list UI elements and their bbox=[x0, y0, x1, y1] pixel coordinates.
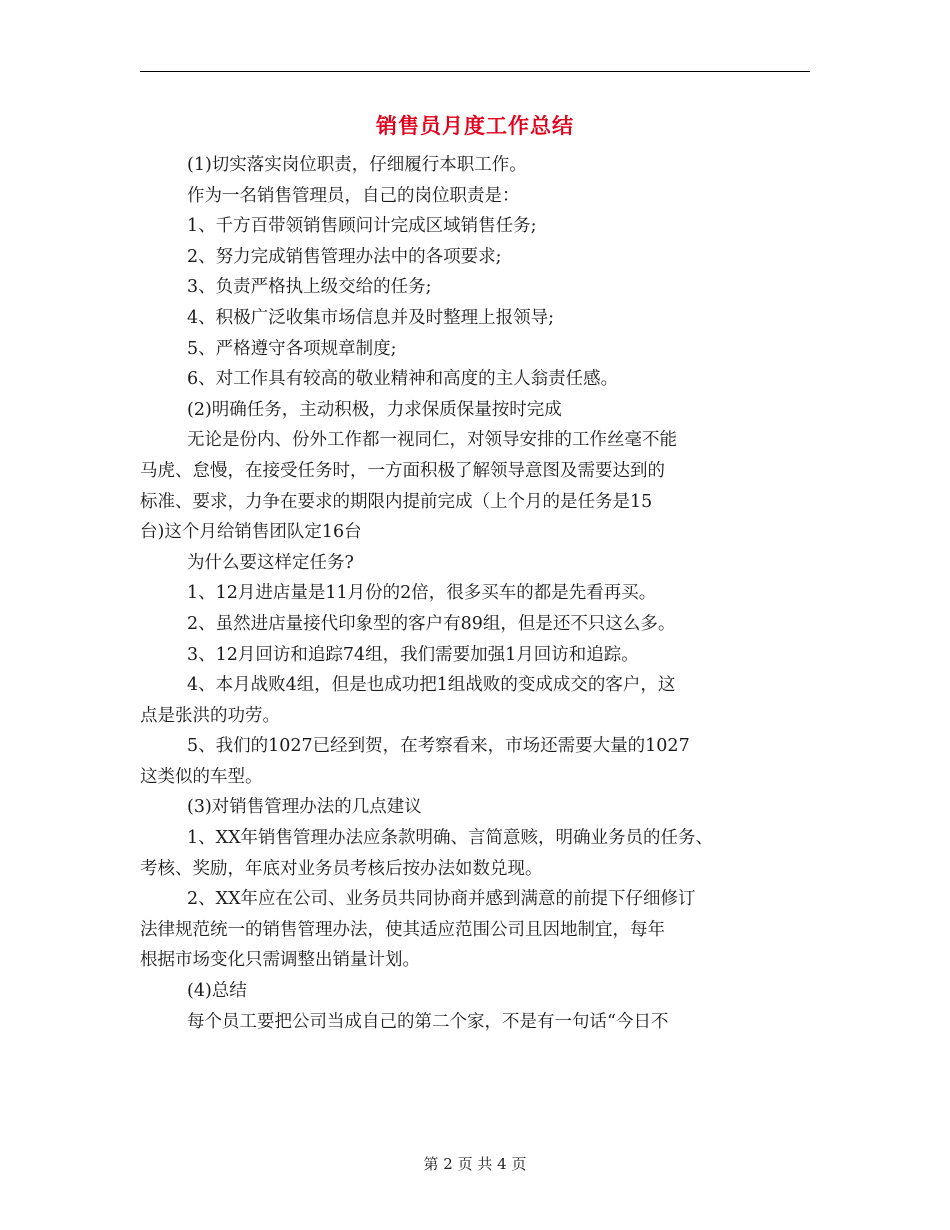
header-rule bbox=[140, 71, 810, 72]
body-line: 5、我们的1027已经到贺，在考察看来，市场还需要大量的1027 bbox=[187, 736, 690, 757]
body-line: 这类似的车型。 bbox=[140, 766, 263, 787]
body-line: 6、对工作具有较高的敬业精神和高度的主人翁责任感。 bbox=[187, 369, 619, 390]
body-line: 每个员工要把公司当成自己的第二个家，不是有一句话“今日不 bbox=[187, 1011, 669, 1032]
document-body bbox=[140, 150, 810, 1037]
body-line: (2)明确任务，主动积极，力求保质保量按时完成 bbox=[187, 399, 562, 420]
body-line: 5、严格遵守各项规章制度; bbox=[187, 338, 397, 359]
body-line: 3、12月回访和追踪74组，我们需要加强1月回访和追踪。 bbox=[187, 644, 639, 665]
body-line: (3)对销售管理办法的几点建议 bbox=[187, 797, 422, 818]
body-line: 为什么要这样定任务? bbox=[187, 552, 354, 573]
body-line: 作为一名销售管理员，自己的岗位职责是： bbox=[187, 185, 520, 206]
body-line: 2、XX年应在公司、业务员共同协商并感到满意的前提下仔细修订 bbox=[187, 889, 696, 910]
body-line: 马虎、怠慢，在接受任务时，一方面积极了解领导意图及需要达到的 bbox=[140, 460, 665, 481]
body-line: 1、XX年销售管理办法应条款明确、言简意赅，明确业务员的任务、 bbox=[187, 828, 714, 849]
body-line: 考核、奖励，年底对业务员考核后按办法如数兑现。 bbox=[140, 858, 543, 879]
body-line: 法律规范统一的销售管理办法，使其适应范围公司且因地制宜，每年 bbox=[140, 919, 665, 940]
body-line: 台)这个月给销售团队定16台 bbox=[140, 522, 362, 543]
body-line: 2、努力完成销售管理办法中的各项要求; bbox=[187, 246, 502, 267]
body-line: 标准、要求，力争在要求的期限内提前完成（上个月的是任务是15 bbox=[140, 491, 653, 512]
body-line: 2、虽然进店量接代印象型的客户有89组，但是还不只这么多。 bbox=[187, 613, 676, 634]
body-line: 无论是份内、份外工作都一视同仁，对领导安排的工作丝毫不能 bbox=[187, 430, 677, 451]
body-line: 1、12月进店量是11月份的2倍，很多买车的都是先看再买。 bbox=[187, 583, 657, 604]
body-line: 4、本月战败4组，但是也成功把1组战败的变成成交的客户，这 bbox=[187, 675, 676, 696]
document-title: 销售员月度工作总结 bbox=[376, 114, 574, 138]
body-line: 1、千方百带领销售顾问计完成区域销售任务; bbox=[187, 216, 537, 237]
body-line: 点是张洪的功劳。 bbox=[140, 705, 280, 726]
body-line: (1)切实落实岗位职责，仔细履行本职工作。 bbox=[187, 155, 527, 175]
page-number-footer: 第 2 页 共 4 页 bbox=[423, 1155, 527, 1173]
body-line: 3、负责严格执上级交给的任务; bbox=[187, 277, 432, 298]
body-line: 4、积极广泛收集市场信息并及时整理上报领导; bbox=[187, 307, 555, 328]
body-line: (4)总结 bbox=[187, 981, 247, 1002]
body-line: 根据市场变化只需调整出销量计划。 bbox=[140, 950, 420, 971]
